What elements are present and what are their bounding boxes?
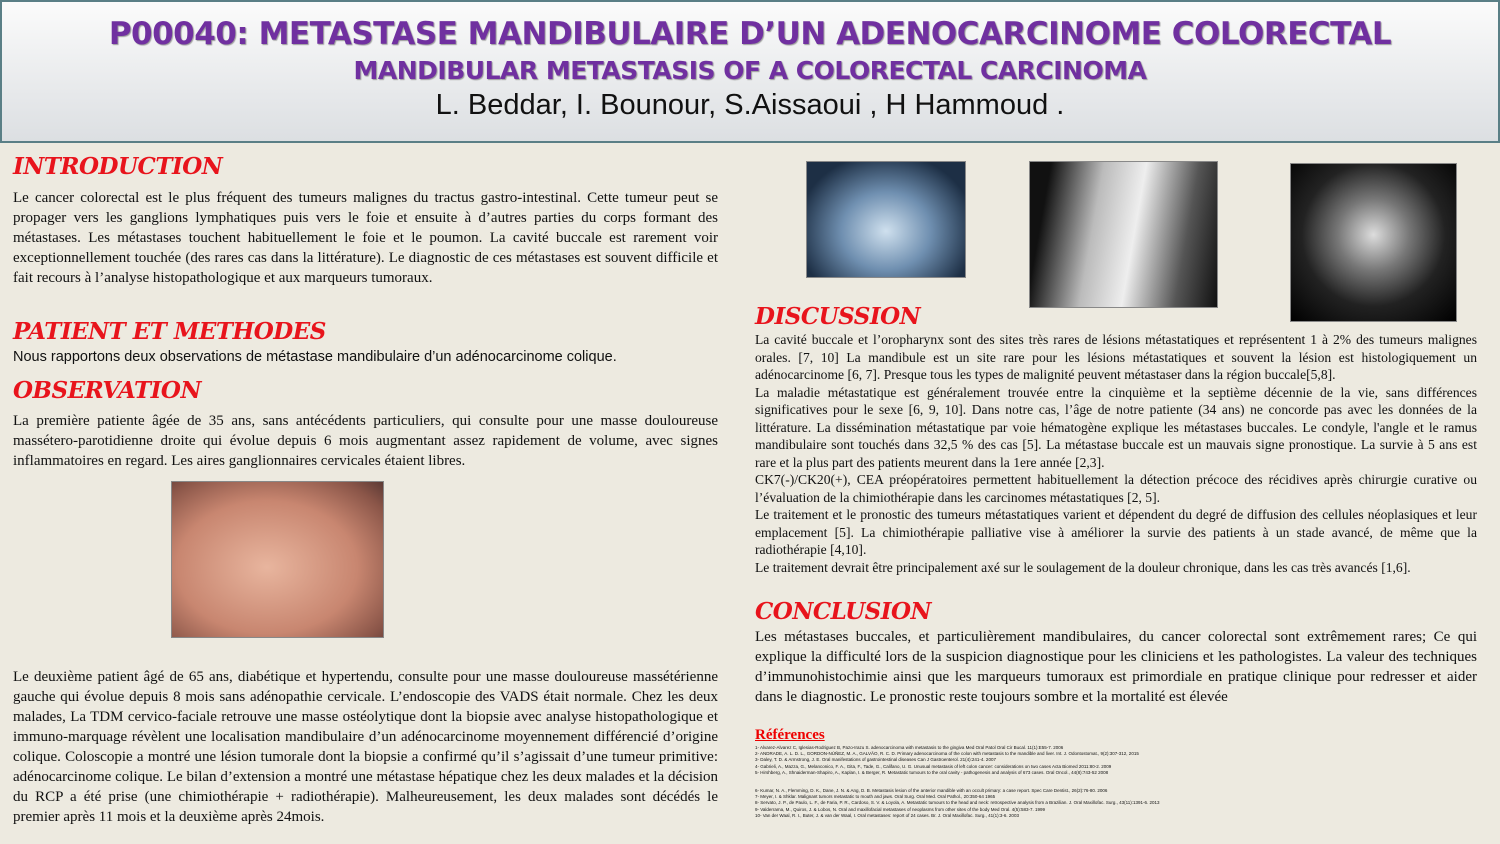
reference-item: 1- Alvarez-Alvarez C, Iglesias-Rodriguez B, Pazo-Irazu S. adenocarcinoma with metastasis to the gingiva Med Oral Patol Oral Cir Bucal. 11(1):E55-7. 2006 [755,745,1064,750]
panoramic-xray-image [806,161,966,278]
reference-item: 2- ANDRADE, A. L. D. L., GORDON-NÚÑEZ, M. A., GALVÃO, R. C. D. Primary adenocarcinoma of the colon with metastasis to the mandible and liver. Int. J. Odontostomat., 9(2):307-312, 2015 [755,751,1139,757]
reference-item: 5- Hirshberg, A., Shnaiderman-Shapiro, A., Kaplan, I. & Berger, R. Metastatic tumours to the oral cavity - pathogenesis and analysis of 673 cases. Oral Oncol., 44(8):743-52 2008 [755,769,1109,775]
discussion-text [755,331,1477,576]
references-heading: Références [755,727,825,743]
discussion-paragraph: La maladie métastatique est généralement trouvée entre la cinquième et la septième décennie de la vie, sans différences significatives pour le sexe [6, 9, 10]. Dans notre cas, l’âge de notre patiente (34 ans) ne concorde pas avec les données de la littérature. La dissémination métastatique par voie hématogène explique les métastases buccales. Le condyle, l'angle et le ramus mandibulaire sont touchés dans 32,5 % des cas [5]. La métastase buccale est un mauvais signe pronostique. La survie à 5 ans est rare et la plus part des patients meurent dans la 1ere année [2,3]. [755,384,1477,470]
reference-item: 9- Valderrama, M., Quiros, J. & Lobos, N. Oral and maxillofacial metastases of neoplasms from other sites of the body Med Oral. 4(5):583-7. 1999 [755,806,1046,812]
introduction-text: Le cancer colorectal est le plus fréquent des tumeurs malignes du tractus gastro-intestinal. Cette tumeur peut se propager vers les ganglions lymphatiques puis vers le foie et ensuite à d’autres parties du corps formant des métastases. Les métastases touchent habituellement le foie et le poumon. La cavité buccale est rarement voir exceptionnellement touchée (des rares cas dans la littérature). Le diagnostic de ces métastases est souvent difficile et fait recours à l’analyse histopathologique et aux marqueurs tumoraux. [13,190,718,286]
introduction-heading: INTRODUCTION [13,153,223,180]
reference-item: 10- Van der Waal, R. I., Buter, J. & van der Waal, I. Oral metastases: report of 24 cases. Br. J. Oral Maxillofac. Surg., 41(1):3-6. 2003 [755,812,1019,818]
observation-heading: OBSERVATION [13,377,201,404]
discussion-paragraph: Le traitement devrait être principalement axé sur le soulagement de la douleur chronique, dans les cas très avancés [1,6]. [755,559,1411,575]
conclusion-heading: CONCLUSION [755,598,932,625]
patient-methods-text: Nous rapportons deux observations de métastase mandibulaire d’un adénocarcinome colique. [13,349,617,365]
poster-header [0,0,1500,143]
poster-authors: L. Beddar, I. Bounour, S.Aissaoui , H Hammoud . [435,89,1065,121]
observation-text-2: Le deuxième patient âgé de 65 ans, diabétique et hypertendu, consulte pour une masse douloureuse massétérienne gauche qui évolue depuis 8 mois sans adénopathie cervicale. L’endoscopie des VADS était normale. Chez les deux malades, La TDM cervico-faciale retrouve une masse ostéolytique dont la biopsie avec analyse histopathologique et immuno-marquage révèlent une localisation mandibulaire d’un adénocarcinome moyennement différencié d’origine colique. Coloscopie a montré une lésion tumorale dont la biopsie a confirmé qu’il s’agissait d’une tumeur primitive: adénocarcinome colique. Le bilan d’extension a montré une métastase hépatique chez les deux malades et la décision du RCP a été prise (une chimiothérapie + radiothérapie). Malheureusement, les deux malades sont décédés le premier après 11 mois et la deuxième après 24mois. [13,669,718,825]
reference-item: 7- Meyer, I. & Shklar. Malignant tumors metastatic to mouth and jaws. Oral Surg. Oral Med. Oral Pathol., 20:350-64 1965 [755,794,996,800]
reference-item: 6- Kumar, N. A., Flemming, D. K., Dane, J. N. & Ang, D. B. Metastasis lesion of the anterior mandible with an occult primary: a case report. Spec Care Dentist., 26(2):76-80. 2006 [755,788,1108,794]
references-list [755,745,1455,819]
discussion-heading: DISCUSSION [755,303,921,330]
ct-scan-image [1290,163,1457,322]
reference-item: 3- Daley, T. D. & Armstrong, J. E. Oral manifestations of gastrointestinal diseases Can J Gastroenterol. 21(4):241-4. 2007 [755,757,996,763]
patient-photo [171,481,384,638]
discussion-paragraph: La cavité buccale et l’oropharynx sont des sites très rares de lésions métastatiques et représentent 1 à 2% des tumeurs malignes orales. [7, 10] La mandibule est un site rare pour les lésions métastatiques et souvent la lésion est histologiquement un adénocarcinome [6, 7]. Presque tous les types de malignité peuvent métastaser dans la région buccale[5,8]. [755,332,1477,382]
xray-mandible-image [1029,161,1218,308]
reference-item: 4- Gabrieli, A., Mazza, G., Melanconico, F. A., Gita, F., Tade, G., Califano, U. G. Unusual metastasis of left colon cancer: considerations on two cases Acta Biomed 2011:80-2. 2009 [755,763,1112,769]
reference-item: 8- Servato, J. P., de Paulo, L. F., de Faria, P. R., Cardoso, S. V. & Loyola, A. Metastatic tumours to the head and neck: retrospective analysis from a Brazilian. J. Oral Maxillofac. Surg., 43(11):1391-6. 2013 [755,800,1160,806]
poster-title: P00040: METASTASE MANDIBULAIRE D’UN ADENOCARCINOME COLORECTAL [108,16,1392,52]
discussion-paragraph: CK7(-)/CK20(+), CEA préopératoires permettent habituellement la détection précoce des récidives après chirurgie curative ou l’évaluation de la chimiothérapie dans les carcinomes métastatiques [2, 5]. [755,472,1477,505]
poster-subtitle: MANDIBULAR METASTASIS OF A COLORECTAL CARCINOMA [353,56,1147,85]
discussion-paragraph: Le traitement et le pronostic des tumeurs métastatiques varient et dépendent du degré de diffusion des cellules néoplasiques et leur emplacement [5]. La chimiothérapie palliative vise à améliorer la survie des patients à un stade avancé, de même que la radiothérapie [4,10]. [755,507,1477,557]
conclusion-text: Les métastases buccales, et particulièrement mandibulaires, du cancer colorectal sont extrêmement rares; Ce qui explique la difficulté lors de la suspicion diagnostique pour les cliniciens et les pathologistes. La valeur des techniques d’immunohistochimie ainsi que les marqueurs tumoraux est primordiale en pratique clinique pour redresser et aider dans le diagnostic. Le pronostic reste toujours sombre et la mortalité est élevée [755,629,1477,705]
patient-methods-heading: PATIENT ET METHODES [13,318,326,345]
observation-text-1: La première patiente âgée de 35 ans, sans antécédents particuliers, qui consulte pour une masse douloureuse massétero-parotidienne droite qui évolue depuis 6 mois augmentant assez rapidement de volume, avec signes inflammatoires en regard. Les aires ganglionnaires cervicales étaient libres. [13,413,718,469]
